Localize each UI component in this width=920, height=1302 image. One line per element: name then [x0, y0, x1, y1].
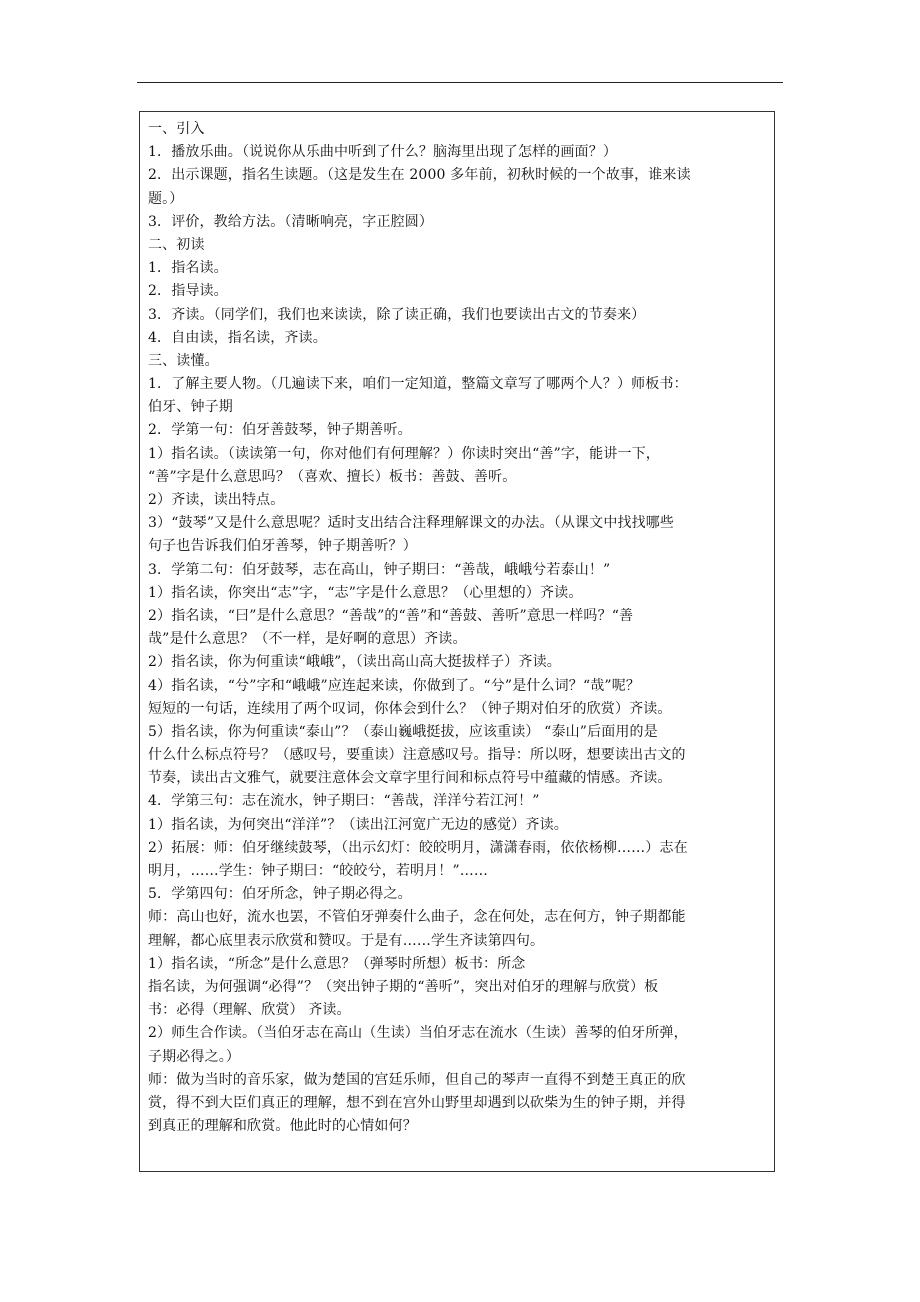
text-line: 3．评价，教给方法。（清晰响亮，字正腔圆） [148, 213, 434, 230]
text-line: 明月，……学生：钟子期曰：“皎皎兮，若明月！”…… [148, 863, 489, 879]
text-line: 师：做为当时的音乐家，做为楚国的宫廷乐师，但自己的琴声一直得不到楚王真正的欣 [148, 1071, 686, 1088]
text-line: 1．了解主要人物。（几遍读下来，咱们一定知道，整篇文章写了哪两个人？）师板书： [148, 376, 688, 393]
text-line: 二、初读 [148, 236, 205, 253]
text-line: 短短的一句话，连续用了两个叹词，你体会到什么？（钟子期对伯牙的欣赏）齐读。 [148, 700, 672, 717]
text-line: 到真正的理解和欣赏。他此时的心情如何？ [148, 1118, 417, 1135]
text-line: 3）“鼓琴”又是什么意思呢？适时支出结合注释理解课文的办法。（从课文中找找哪些 [148, 515, 675, 532]
text-line: 3．齐读。（同学们，我们也来读读，除了读正确，我们也要读出古文的节奏来） [148, 306, 646, 323]
text-line: 句子也告诉我们伯牙善琴，钟子期善听？） [148, 538, 417, 555]
text-line: 节奏，读出古文雅气，就要注意体会文章字里行间和标点符号中蕴藏的情感。齐读。 [148, 770, 672, 787]
text-line: 子期必得之。） [148, 1048, 241, 1065]
text-line: 1）指名读，“所念”是什么意思？（弹琴时所想）板书：所念 [148, 955, 526, 972]
text-line: 2）拓展：师：伯牙继续鼓琴，（出示幻灯：皎皎明月，潇潇春雨，依依杨柳……）志在 [148, 839, 688, 856]
text-line: 2）师生合作读。（当伯牙志在高山（生读）当伯牙志在流水（生读）善琴的伯牙所弹， [148, 1025, 688, 1042]
text-line: 哉”是什么意思？（不一样，是好啊的意思）齐读。 [148, 631, 467, 648]
text-line: 理解，都心底里表示欣赏和赞叹。于是有……学生齐读第四句。 [148, 932, 545, 949]
text-line: 题。） [148, 190, 184, 207]
page-header-rule [137, 82, 783, 83]
lesson-plan-table-cell [139, 111, 775, 1172]
text-line: 4．学第三句：志在流水，钟子期曰：“善哉，洋洋兮若江河！” [148, 793, 540, 810]
text-line: 1．指名读。 [148, 260, 228, 277]
text-line: 4）指名读，“兮”字和“峨峨”应连起来读，你做到了。“兮”是什么词？“哉”呢？ [148, 677, 641, 694]
text-line: 3．学第二句：伯牙鼓琴，志在高山，钟子期曰：“善哉，峨峨兮若泰山！” [148, 561, 611, 578]
text-line: 伯牙、钟子期 [148, 399, 233, 416]
text-line: 什么什么标点符号？（感叹号，要重读）注意感叹号。指导：所以呀，想要读出古文的 [148, 747, 686, 764]
text-line: 2．指导读。 [148, 283, 228, 300]
text-line: 2）齐读，读出特点。 [148, 492, 285, 508]
text-line: 5．学第四句：伯牙所念，钟子期必得之。 [148, 886, 412, 903]
text-line: 指名读，为何强调“必得”？（突出钟子期的“善听”，突出对伯牙的理解与欣赏）板 [148, 978, 659, 995]
text-line: 1）指名读，你突出“志”字，“志”字是什么意思？（心里想的）齐读。 [148, 584, 583, 601]
text-line: 1．播放乐曲。（说说你从乐曲中听到了什么？脑海里出现了怎样的画面？） [148, 144, 618, 161]
text-line: 书：必得（理解、欣赏） 齐读。 [148, 1002, 351, 1019]
text-line: 1）指名读。（读读第一句，你对他们有何理解？）你读时突出“善”字，能讲一下， [148, 445, 660, 462]
text-line: 4．自由读，指名读，齐读。 [148, 329, 327, 346]
text-line: 师：高山也好，流水也罢，不管伯牙弹奏什么曲子，念在何处，志在何方，钟子期都能 [148, 909, 686, 926]
text-line: 1）指名读，为何突出“洋洋”？（读出江河宽广无边的感觉）齐读。 [148, 816, 568, 833]
text-line: 赏，得不到大臣们真正的理解，想不到在宫外山野里却遇到以砍柴为生的钟子期，并得 [148, 1094, 686, 1111]
text-line: 2．学第一句：伯牙善鼓琴，钟子期善听。 [148, 422, 412, 439]
text-line: 三、读懂。 [148, 352, 219, 369]
text-line: 2）指名读，“曰”是什么意思？“善哉”的“善”和“善鼓、善听”意思一样吗？“善 [148, 607, 634, 624]
text-line: 2．出示课题，指名生读题。（这是发生在 2000 多年前，初秋时候的一个故事，谁来读 [148, 167, 691, 184]
text-line: 2）指名读，你为何重读“峨峨”，（读出高山高大挺拔样子）齐读。 [148, 654, 561, 671]
text-line: 5）指名读，你为何重读“泰山”？（泰山巍峨挺拔，应该重读） “泰山”后面用的是 [148, 723, 658, 740]
text-line: “善”字是什么意思吗？（喜欢、擅长）板书：善鼓、善听。 [148, 468, 517, 485]
text-line: 一、引入 [148, 121, 205, 137]
